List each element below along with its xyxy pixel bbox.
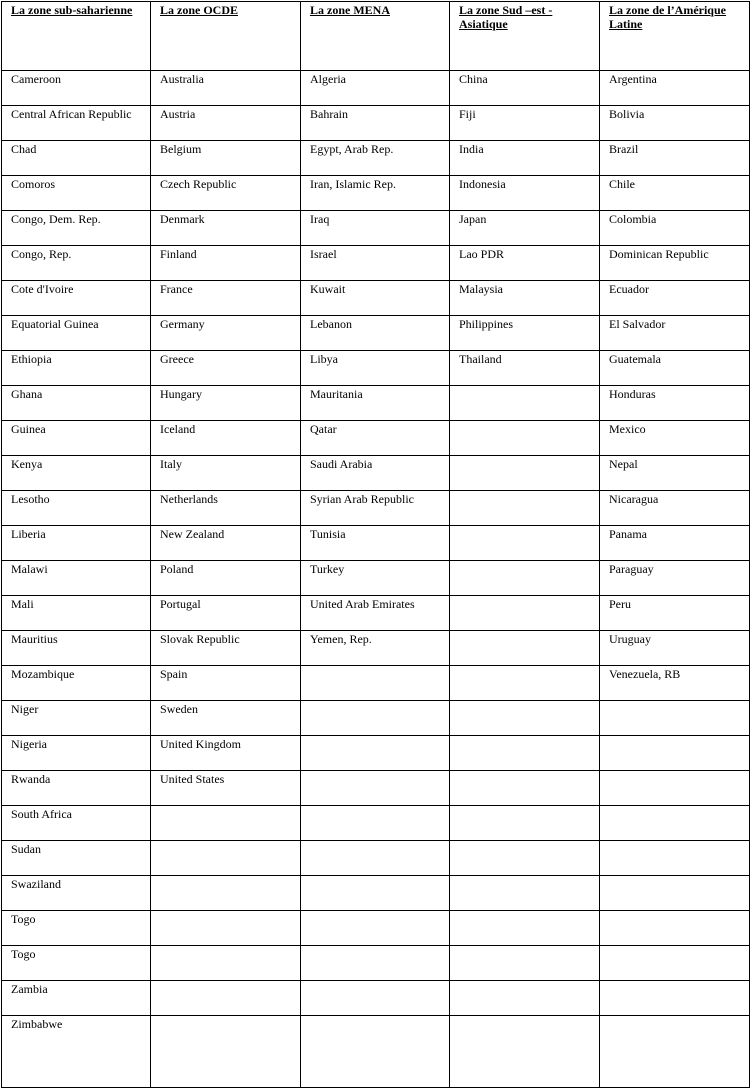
table-cell: Nigeria <box>2 736 151 771</box>
table-row <box>2 946 750 981</box>
table-cell: Portugal <box>151 596 301 631</box>
table-cell: Australia <box>151 71 301 106</box>
table-cell: Honduras <box>600 386 750 421</box>
table-cell: El Salvador <box>600 316 750 351</box>
table-cell: United States <box>151 771 301 806</box>
table-cell: Finland <box>151 246 301 281</box>
table-cell <box>450 701 600 736</box>
table-cell: Spain <box>151 666 301 701</box>
table-row <box>2 561 750 596</box>
table-cell: Belgium <box>151 141 301 176</box>
table-row <box>2 771 750 806</box>
table-cell <box>301 1016 450 1088</box>
table-row <box>2 596 750 631</box>
table-cell: Lao PDR <box>450 246 600 281</box>
table-cell: Iran, Islamic Rep. <box>301 176 450 211</box>
table-cell: Indonesia <box>450 176 600 211</box>
table-cell: Egypt, Arab Rep. <box>301 141 450 176</box>
table-cell: Sudan <box>2 841 151 876</box>
table-cell <box>450 456 600 491</box>
table-cell: Kuwait <box>301 281 450 316</box>
table-cell <box>450 526 600 561</box>
table-cell: United Kingdom <box>151 736 301 771</box>
table-cell <box>301 736 450 771</box>
table-row <box>2 141 750 176</box>
table-row <box>2 701 750 736</box>
table-cell: Malawi <box>2 561 151 596</box>
table-cell: South Africa <box>2 806 151 841</box>
table-cell <box>600 736 750 771</box>
table-cell: New Zealand <box>151 526 301 561</box>
table-cell: Mexico <box>600 421 750 456</box>
table-row <box>2 981 750 1016</box>
header-cell: La zone MENA <box>301 2 450 71</box>
table-cell: Rwanda <box>2 771 151 806</box>
table-cell <box>450 666 600 701</box>
table-cell <box>450 491 600 526</box>
table-cell: Niger <box>2 701 151 736</box>
table-cell <box>450 841 600 876</box>
table-cell <box>301 771 450 806</box>
table-row <box>2 1016 750 1088</box>
table-cell: United Arab Emirates <box>301 596 450 631</box>
table-body <box>2 71 750 1088</box>
table-cell: Ethiopia <box>2 351 151 386</box>
table-cell: Turkey <box>301 561 450 596</box>
table-cell: Sweden <box>151 701 301 736</box>
table-cell: Guinea <box>2 421 151 456</box>
table-cell: Czech Republic <box>151 176 301 211</box>
table-row <box>2 456 750 491</box>
header-cell: La zone de l’Amérique Latine <box>600 2 750 71</box>
table-cell: Cameroon <box>2 71 151 106</box>
table-cell: Paraguay <box>600 561 750 596</box>
table-cell: India <box>450 141 600 176</box>
table-cell: Nepal <box>600 456 750 491</box>
table-cell <box>600 1016 750 1088</box>
table-row <box>2 526 750 561</box>
table-cell: Congo, Dem. Rep. <box>2 211 151 246</box>
table-cell: Tunisia <box>301 526 450 561</box>
table-cell: Malaysia <box>450 281 600 316</box>
table-cell: Mozambique <box>2 666 151 701</box>
table-cell: Slovak Republic <box>151 631 301 666</box>
table-row <box>2 281 750 316</box>
table-cell: Netherlands <box>151 491 301 526</box>
table-cell: Zimbabwe <box>2 1016 151 1088</box>
table-cell <box>450 876 600 911</box>
table-cell: Ghana <box>2 386 151 421</box>
table-cell <box>600 876 750 911</box>
table-cell: Equatorial Guinea <box>2 316 151 351</box>
table-cell: Ecuador <box>600 281 750 316</box>
table-cell <box>600 911 750 946</box>
table-cell <box>301 841 450 876</box>
table-cell <box>450 386 600 421</box>
table-cell: Bolivia <box>600 106 750 141</box>
table-cell: Argentina <box>600 71 750 106</box>
table-cell <box>301 666 450 701</box>
table-cell: Algeria <box>301 71 450 106</box>
table-cell: Qatar <box>301 421 450 456</box>
table-row <box>2 386 750 421</box>
table-cell: Yemen, Rep. <box>301 631 450 666</box>
table-cell: Panama <box>600 526 750 561</box>
table-cell: Lesotho <box>2 491 151 526</box>
table-cell: Nicaragua <box>600 491 750 526</box>
table-cell: Japan <box>450 211 600 246</box>
table-cell <box>600 946 750 981</box>
table-row <box>2 491 750 526</box>
table-cell: Mauritania <box>301 386 450 421</box>
table-cell: Mali <box>2 596 151 631</box>
table-row <box>2 631 750 666</box>
table-cell <box>450 981 600 1016</box>
table-cell <box>450 771 600 806</box>
table-cell: Peru <box>600 596 750 631</box>
table-cell <box>450 1016 600 1088</box>
table-cell: Mauritius <box>2 631 151 666</box>
table-cell <box>151 1016 301 1088</box>
table-cell: Guatemala <box>600 351 750 386</box>
table-cell: France <box>151 281 301 316</box>
table-cell: Dominican Republic <box>600 246 750 281</box>
regions-table <box>1 1 750 1088</box>
table-cell: Brazil <box>600 141 750 176</box>
table-cell <box>301 806 450 841</box>
table-cell <box>151 841 301 876</box>
table-cell <box>450 806 600 841</box>
table-cell <box>600 841 750 876</box>
table-cell <box>151 981 301 1016</box>
table-cell: Liberia <box>2 526 151 561</box>
table-cell <box>301 981 450 1016</box>
table-cell: Comoros <box>2 176 151 211</box>
table-row <box>2 841 750 876</box>
table-cell <box>450 421 600 456</box>
header-cell: La zone OCDE <box>151 2 301 71</box>
table-cell: China <box>450 71 600 106</box>
table-row <box>2 911 750 946</box>
table-row <box>2 316 750 351</box>
header-cell: La zone sub-saharienne <box>2 2 151 71</box>
table-cell <box>450 946 600 981</box>
table-cell: Philippines <box>450 316 600 351</box>
table-cell <box>151 806 301 841</box>
table-cell <box>450 631 600 666</box>
table-cell: Uruguay <box>600 631 750 666</box>
table-row <box>2 736 750 771</box>
table-cell <box>301 911 450 946</box>
table-cell: Greece <box>151 351 301 386</box>
table-cell: Colombia <box>600 211 750 246</box>
table-cell <box>450 736 600 771</box>
table-cell: Israel <box>301 246 450 281</box>
table-row <box>2 421 750 456</box>
table-cell: Iceland <box>151 421 301 456</box>
table-row <box>2 211 750 246</box>
table-row <box>2 806 750 841</box>
table-cell: Togo <box>2 946 151 981</box>
table-cell: Congo, Rep. <box>2 246 151 281</box>
table-cell: Austria <box>151 106 301 141</box>
table-cell <box>301 876 450 911</box>
table-cell: Germany <box>151 316 301 351</box>
table-cell <box>301 701 450 736</box>
table-cell: Chile <box>600 176 750 211</box>
table-cell: Cote d'Ivoire <box>2 281 151 316</box>
table-cell: Poland <box>151 561 301 596</box>
table-cell <box>600 701 750 736</box>
table-cell <box>600 981 750 1016</box>
table-cell: Chad <box>2 141 151 176</box>
table-row <box>2 876 750 911</box>
table-row <box>2 351 750 386</box>
table-cell: Iraq <box>301 211 450 246</box>
table-cell: Italy <box>151 456 301 491</box>
table-cell: Syrian Arab Republic <box>301 491 450 526</box>
table-cell: Denmark <box>151 211 301 246</box>
table-cell: Zambia <box>2 981 151 1016</box>
table-row <box>2 106 750 141</box>
table-cell: Hungary <box>151 386 301 421</box>
header-cell: La zone Sud –est - Asiatique <box>450 2 600 71</box>
table-row <box>2 666 750 701</box>
table-cell <box>151 946 301 981</box>
table-cell <box>600 806 750 841</box>
table-row <box>2 176 750 211</box>
table-cell: Togo <box>2 911 151 946</box>
table-cell: Libya <box>301 351 450 386</box>
table-cell: Bahrain <box>301 106 450 141</box>
table-cell: Lebanon <box>301 316 450 351</box>
table-cell: Kenya <box>2 456 151 491</box>
table-cell: Venezuela, RB <box>600 666 750 701</box>
table-cell <box>301 946 450 981</box>
table-cell <box>450 911 600 946</box>
table-cell: Central African Republic <box>2 106 151 141</box>
table-cell <box>450 561 600 596</box>
table-cell <box>151 876 301 911</box>
table-row <box>2 246 750 281</box>
table-cell <box>450 596 600 631</box>
table-cell: Thailand <box>450 351 600 386</box>
table-cell: Swaziland <box>2 876 151 911</box>
table-cell <box>600 771 750 806</box>
table-cell: Saudi Arabia <box>301 456 450 491</box>
table-row <box>2 71 750 106</box>
table-cell <box>151 911 301 946</box>
table-cell: Fiji <box>450 106 600 141</box>
header-row <box>2 2 750 71</box>
